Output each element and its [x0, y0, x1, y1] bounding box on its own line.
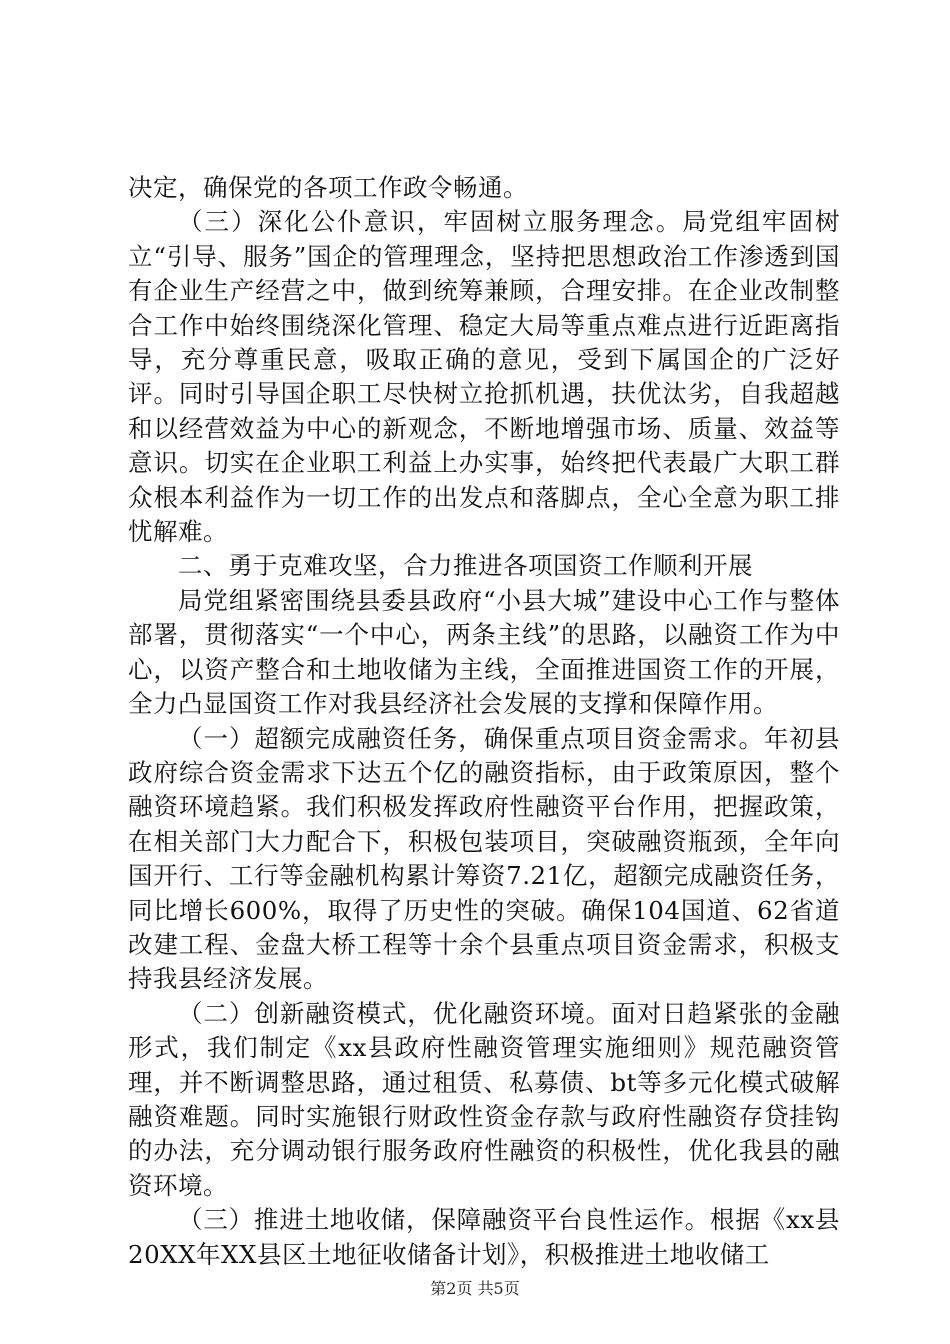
paragraph-2: （三）深化公仆意识，牢固树立服务理念。局党组牢固树立“引导、服务”国企的管理理念，坚持把思想政治工作渗透到国有企业生产经营之中，做到统筹兼顾，合理安排。在企业改制整合工作中始终围绕深化管理、稳定大局等重点难点进行近距离指导，充分尊重民意，吸取正确的意见，受到下属国企的广泛好评。同时引导国企职工尽快树立抢抓机遇，扶优汰劣，自我超越和以经营效益为中心的新观念，不断地增强市场、质量、效益等意识。切实在企业职工利益上办实事，始终把代表最广大职工群众根本利益作为一切工作的出发点和落脚点，全心全意为职工排忧解难。 [128, 207, 840, 547]
paragraph-7: （三）推进土地收储，保障融资平台良性运作。根据《xx县20XX年XX县区土地征收储备计划》，积极推进土地收储工 [128, 1205, 840, 1269]
paragraph-5: （一）超额完成融资任务，确保重点项目资金需求。年初县政府综合资金需求下达五个亿的融资指标，由于政策原因，整个融资环境趋紧。我们积极发挥政府性融资平台作用，把握政策，在相关部门大力配合下，积极包装项目，突破融资瓶颈，全年向国开行、工行等金融机构累计筹资7.21亿，超额完成融资任务，同比增长600%，取得了历史性的突破。确保104国道、62省道改建工程、金盘大桥工程等十余个县重点项目资金需求，积极支持我县经济发展。 [128, 723, 840, 994]
paragraph-6: （二）创新融资模式，优化融资环境。面对日趋紧张的金融形式，我们制定《xx县政府性融资管理实施细则》规范融资管理，并不断调整思路，通过租赁、私募债、bt等多元化模式破解融资难题。同时实施银行财政性资金存款与政府性融资存贷挂钩的办法，充分调动银行服务政府性融资的积极性，优化我县的融资环境。 [128, 998, 840, 1200]
section-heading-2: 二、勇于克难攻坚，合力推进各项国资工作顺利开展 [178, 551, 753, 581]
paragraph-1: 决定，确保党的各项工作政令畅通。 [128, 173, 528, 202]
document-body [128, 171, 840, 1272]
page-footer: 第2页 共5页 [430, 1279, 520, 1298]
paragraph-4: 局党组紧密围绕县委县政府“小县大城”建设中心工作与整体部署，贯彻落实“一个中心，两条主线”的思路，以融资工作为中心，以资产整合和土地收储为主线，全面推进国资工作的开展，全力凸显国资工作对我县经济社会发展的支撑和保障作用。 [128, 585, 840, 719]
